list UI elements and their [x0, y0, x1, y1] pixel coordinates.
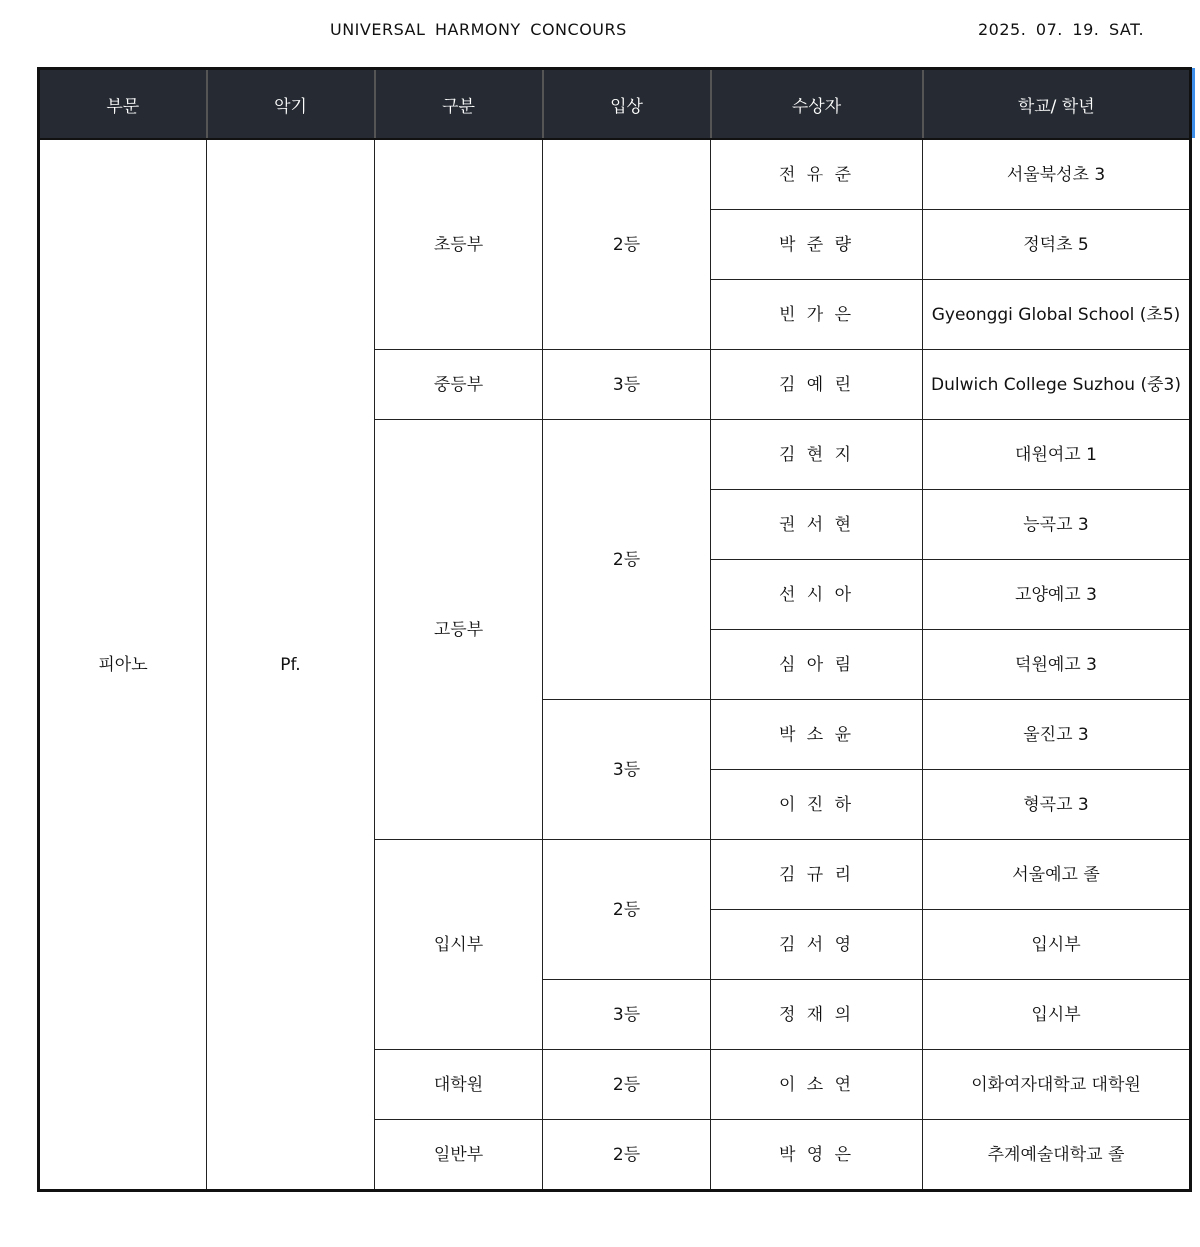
column-header-division: 부문 [39, 69, 207, 140]
header-row [39, 69, 1191, 140]
winner-name-cell: 전 유 준 [711, 139, 923, 210]
rank-cell: 2등 [543, 1050, 711, 1120]
competition-date: 2025. 07. 19. SAT. [978, 20, 1145, 39]
school-cell: 입시부 [923, 910, 1191, 980]
winner-name-cell: 빈 가 은 [711, 280, 923, 350]
column-header-school: 학교/ 학년 [923, 69, 1191, 140]
rank-cell: 3등 [543, 350, 711, 420]
school-cell: Gyeonggi Global School (초5) [923, 280, 1191, 350]
category-cell: 초등부 [375, 139, 543, 350]
school-cell: 추계예술대학교 졸 [923, 1120, 1191, 1191]
school-cell: 덕원예고 3 [923, 630, 1191, 700]
winner-name-cell: 김 예 린 [711, 350, 923, 420]
school-cell: 입시부 [923, 980, 1191, 1050]
school-cell: 형곡고 3 [923, 770, 1191, 840]
school-cell: 이화여자대학교 대학원 [923, 1050, 1191, 1120]
winner-name-cell: 박 소 윤 [711, 700, 923, 770]
winner-name-cell: 김 현 지 [711, 420, 923, 490]
table-header [39, 69, 1191, 140]
rank-cell: 3등 [543, 700, 711, 840]
category-cell: 중등부 [375, 350, 543, 420]
rank-cell: 2등 [543, 840, 711, 980]
school-cell: 고양예고 3 [923, 560, 1191, 630]
competition-title: UNIVERSAL HARMONY CONCOURS [330, 20, 627, 39]
winner-name-cell: 이 진 하 [711, 770, 923, 840]
winner-name-cell: 선 시 아 [711, 560, 923, 630]
winner-name-cell: 김 서 영 [711, 910, 923, 980]
rank-cell: 2등 [543, 139, 711, 350]
winner-name-cell: 박 영 은 [711, 1120, 923, 1191]
rank-cell: 3등 [543, 980, 711, 1050]
results-table [37, 67, 1192, 1192]
rank-cell: 2등 [543, 1120, 711, 1191]
column-header-rank: 입상 [543, 69, 711, 140]
winner-name-cell: 박 준 량 [711, 210, 923, 280]
category-cell: 입시부 [375, 840, 543, 1050]
school-cell: 능곡고 3 [923, 490, 1191, 560]
document-header [0, 20, 1200, 44]
category-cell: 고등부 [375, 420, 543, 840]
winner-name-cell: 심 아 림 [711, 630, 923, 700]
winner-name-cell: 이 소 연 [711, 1050, 923, 1120]
school-cell: 울진고 3 [923, 700, 1191, 770]
winner-name-cell: 권 서 현 [711, 490, 923, 560]
instrument-cell: Pf. [207, 139, 375, 1191]
school-cell: 대원여고 1 [923, 420, 1191, 490]
table-row [39, 139, 1191, 210]
category-cell: 일반부 [375, 1120, 543, 1191]
rank-cell: 2등 [543, 420, 711, 700]
school-cell: Dulwich College Suzhou (중3) [923, 350, 1191, 420]
winner-name-cell: 김 규 리 [711, 840, 923, 910]
school-cell: 서울예고 졸 [923, 840, 1191, 910]
winner-name-cell: 정 재 의 [711, 980, 923, 1050]
table-body [39, 139, 1191, 1191]
school-cell: 서울북성초 3 [923, 139, 1191, 210]
category-cell: 대학원 [375, 1050, 543, 1120]
column-header-category: 구분 [375, 69, 543, 140]
school-cell: 정덕초 5 [923, 210, 1191, 280]
column-header-instrument: 악기 [207, 69, 375, 140]
column-header-winner: 수상자 [711, 69, 923, 140]
division-cell: 피아노 [39, 139, 207, 1191]
